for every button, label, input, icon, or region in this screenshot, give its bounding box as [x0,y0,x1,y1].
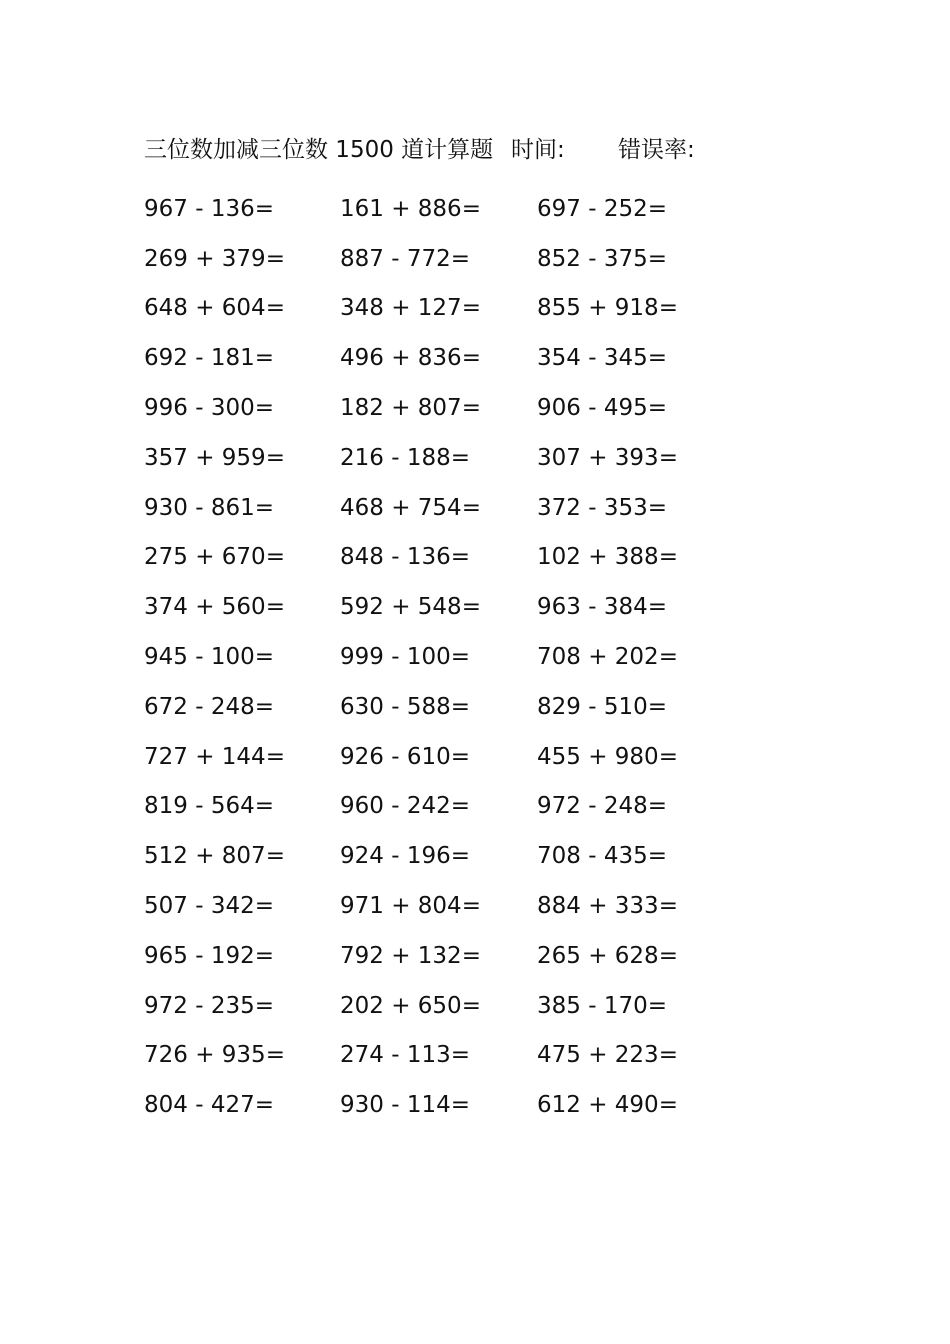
problem-item: 354 - 345= [537,345,667,372]
problem-item: 999 - 100= [340,644,470,671]
problem-item: 960 - 242= [340,793,470,820]
problem-item: 455 + 980= [537,743,678,770]
problem-row [144,533,717,583]
problem-item: 708 - 435= [537,843,667,870]
problem-row [144,184,717,234]
problem-row [144,881,717,931]
problem-row [144,981,717,1031]
problem-item: 819 - 564= [144,793,274,820]
problem-row [144,383,717,433]
problem-item: 468 + 754= [340,494,481,521]
problem-item: 161 + 886= [340,195,481,222]
problem-item: 855 + 918= [537,295,678,322]
problem-row [144,284,717,334]
problem-row [144,1031,717,1081]
problem-item: 945 - 100= [144,644,274,671]
problem-item: 496 + 836= [340,345,481,372]
worksheet-header [144,134,695,166]
problem-item: 348 + 127= [340,295,481,322]
problem-item: 307 + 393= [537,444,678,471]
problem-row [144,433,717,483]
problem-item: 967 - 136= [144,195,274,222]
problem-grid [144,184,717,1130]
problem-item: 265 + 628= [537,942,678,969]
problem-item: 727 + 144= [144,743,285,770]
problem-item: 202 + 650= [340,992,481,1019]
problem-row [144,682,717,732]
problem-item: 269 + 379= [144,245,285,272]
problem-item: 385 - 170= [537,992,667,1019]
problem-item: 182 + 807= [340,395,481,422]
problem-item: 930 - 861= [144,494,274,521]
problem-item: 612 + 490= [537,1092,678,1119]
problem-item: 884 + 333= [537,893,678,920]
problem-row [144,782,717,832]
problem-row [144,483,717,533]
problem-item: 726 + 935= [144,1042,285,1069]
problem-item: 275 + 670= [144,544,285,571]
problem-item: 372 - 353= [537,494,667,521]
problem-row [144,1080,717,1130]
problem-row [144,582,717,632]
problem-item: 512 + 807= [144,843,285,870]
problem-row [144,234,717,284]
problem-item: 216 - 188= [340,444,470,471]
problem-item: 926 - 610= [340,743,470,770]
problem-row [144,333,717,383]
problem-item: 692 - 181= [144,345,274,372]
problem-item: 906 - 495= [537,395,667,422]
problem-item: 792 + 132= [340,942,481,969]
problem-item: 930 - 114= [340,1092,470,1119]
problem-item: 102 + 388= [537,544,678,571]
problem-item: 887 - 772= [340,245,470,272]
problem-item: 507 - 342= [144,893,274,920]
problem-item: 592 + 548= [340,594,481,621]
time-label: 时间: [511,137,565,163]
problem-item: 697 - 252= [537,195,667,222]
problem-item: 708 + 202= [537,644,678,671]
problem-item: 972 - 248= [537,793,667,820]
worksheet-title: 三位数加减三位数 1500 道计算题 [144,137,494,163]
problem-item: 963 - 384= [537,594,667,621]
problem-item: 852 - 375= [537,245,667,272]
problem-item: 829 - 510= [537,693,667,720]
problem-item: 648 + 604= [144,295,285,322]
problem-item: 972 - 235= [144,992,274,1019]
error-rate-label: 错误率: [618,137,695,163]
problem-item: 274 - 113= [340,1042,470,1069]
problem-item: 630 - 588= [340,693,470,720]
problem-row [144,732,717,782]
problem-item: 475 + 223= [537,1042,678,1069]
problem-item: 357 + 959= [144,444,285,471]
problem-item: 996 - 300= [144,395,274,422]
problem-item: 848 - 136= [340,544,470,571]
problem-item: 804 - 427= [144,1092,274,1119]
problem-row [144,831,717,881]
problem-item: 672 - 248= [144,693,274,720]
problem-row [144,931,717,981]
problem-item: 924 - 196= [340,843,470,870]
problem-row [144,632,717,682]
problem-item: 965 - 192= [144,942,274,969]
problem-item: 374 + 560= [144,594,285,621]
problem-item: 971 + 804= [340,893,481,920]
